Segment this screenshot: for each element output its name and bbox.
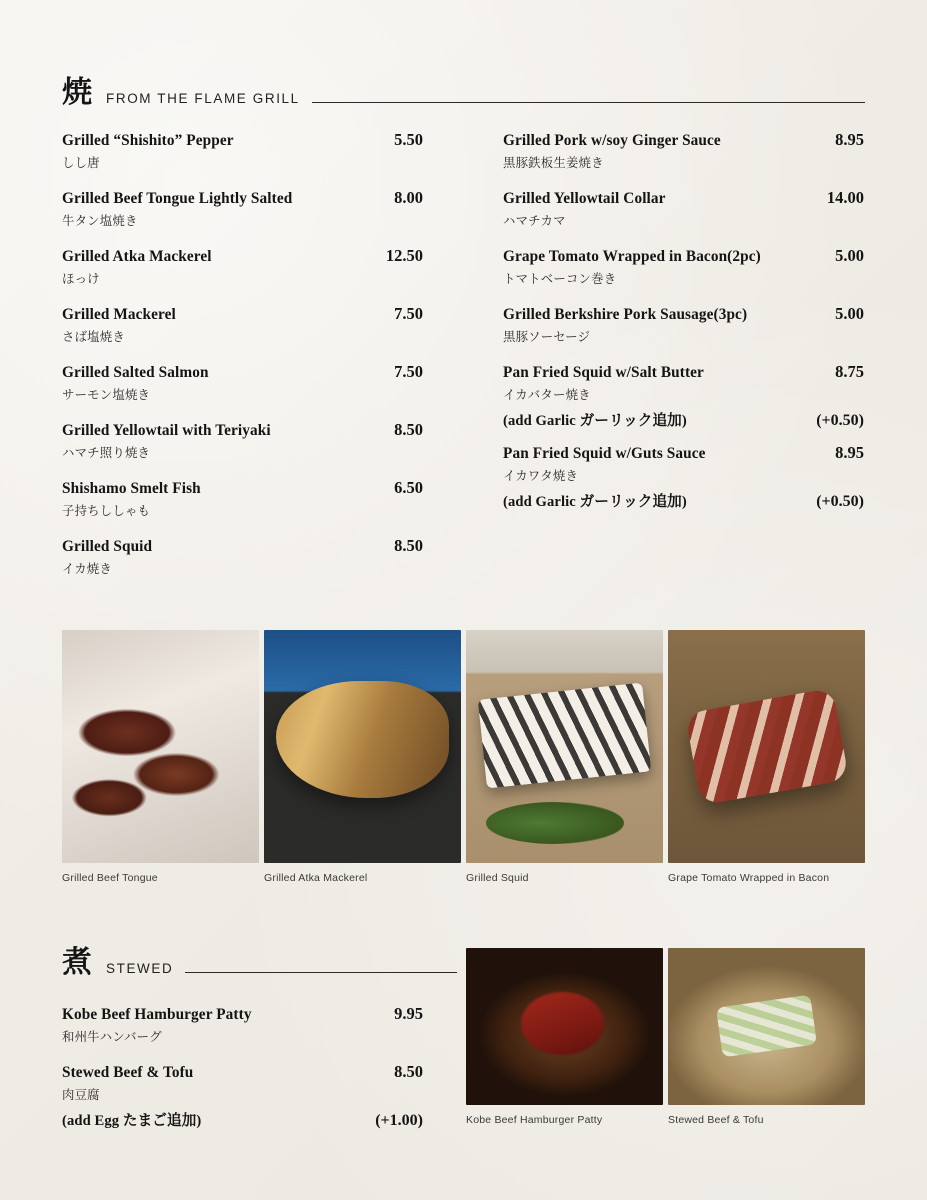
- menu-item: [62, 536, 423, 577]
- menu-item: [62, 188, 423, 229]
- menu-content: [62, 0, 865, 1200]
- menu-item-name-jp: サーモン塩焼き: [62, 387, 151, 402]
- menu-item-name: Grilled Mackerel: [62, 306, 176, 323]
- photo-cell: [264, 630, 461, 884]
- photo-caption: Grape Tomato Wrapped in Bacon: [668, 872, 830, 884]
- menu-item-price: 8.75: [835, 362, 864, 381]
- photo-cell: [466, 630, 663, 884]
- grill-kanji-icon: 焼: [62, 75, 92, 110]
- menu-item-price: 5.00: [835, 304, 864, 323]
- menu-item-price: 8.95: [835, 130, 864, 149]
- menu-item-name: Kobe Beef Hamburger Patty: [62, 1006, 252, 1023]
- menu-item-name: Pan Fried Squid w/Salt Butter: [503, 364, 704, 381]
- grill-right-column: [503, 130, 864, 594]
- photo-cell: [62, 630, 259, 884]
- menu-item-name-jp: イカバター焼き: [503, 387, 591, 402]
- food-photo-grilled-beef-tongue: [62, 630, 259, 863]
- menu-item-name-jp: 黒豚ソーセージ: [503, 329, 591, 344]
- stewed-section: [62, 945, 865, 1147]
- stewed-kanji-icon: 煮: [62, 945, 92, 980]
- food-photo-grilled-squid: [466, 630, 663, 863]
- menu-item-name-jp: イカワタ焼き: [503, 468, 579, 483]
- menu-item-name-jp: ハマチカマ: [503, 213, 566, 228]
- menu-item-price: 7.50: [394, 362, 423, 381]
- grill-photo-strip: [62, 630, 865, 884]
- menu-item-addon: [503, 490, 864, 511]
- menu-item-addon-price: (+1.00): [375, 1112, 423, 1129]
- menu-item-name: Grilled Beef Tongue Lightly Salted: [62, 190, 293, 207]
- menu-item-name-jp: ハマチ照り焼き: [62, 445, 151, 460]
- grill-left-column: [62, 130, 423, 594]
- menu-item-price: 8.50: [394, 420, 423, 439]
- menu-item: [62, 478, 423, 519]
- menu-item-price: 7.50: [394, 304, 423, 323]
- menu-item-addon-name: (add Garlic ガーリック追加): [503, 494, 687, 510]
- stewed-menu-list: [62, 1004, 423, 1130]
- food-photo-grape-tomato-wrapped-in-bacon: [668, 630, 865, 863]
- menu-item-name: Grilled Yellowtail with Teriyaki: [62, 422, 271, 439]
- photo-cell: [668, 948, 865, 1126]
- menu-item: [62, 130, 423, 171]
- section-divider: [312, 102, 865, 103]
- menu-item-name: Grilled Yellowtail Collar: [503, 190, 666, 207]
- menu-item-name-jp: 黒豚鉄板生姜焼き: [503, 155, 604, 170]
- photo-caption: Grilled Atka Mackerel: [264, 872, 368, 884]
- menu-item-name-jp: イカ焼き: [62, 561, 112, 576]
- photo-caption: Grilled Squid: [466, 872, 529, 884]
- menu-item-addon: [503, 409, 864, 430]
- menu-item-name-jp: 子持ちししゃも: [62, 503, 151, 518]
- food-photo-grilled-atka-mackerel: [264, 630, 461, 863]
- menu-item-name: Grape Tomato Wrapped in Bacon(2pc): [503, 248, 761, 265]
- menu-item-addon-name: (add Egg たまご追加): [62, 1113, 202, 1129]
- menu-item-price: 5.50: [394, 130, 423, 149]
- menu-item-name-jp: 牛タン塩焼き: [62, 213, 138, 228]
- menu-item: [62, 246, 423, 287]
- menu-item-price: 9.95: [394, 1004, 423, 1023]
- menu-item: [503, 443, 864, 511]
- menu-item-name: Grilled Atka Mackerel: [62, 248, 212, 265]
- grill-section-header: [62, 75, 865, 110]
- menu-item: [62, 1004, 423, 1045]
- menu-item-price: 8.00: [394, 188, 423, 207]
- menu-item: [503, 188, 864, 229]
- menu-item-name-jp: ほっけ: [62, 271, 100, 286]
- menu-item-name: Grilled Squid: [62, 538, 153, 555]
- menu-item-name: Grilled Pork w/soy Ginger Sauce: [503, 132, 721, 149]
- stewed-section-header: [62, 945, 461, 980]
- menu-item-name-jp: さば塩焼き: [62, 329, 125, 344]
- menu-item-addon-price: (+0.50): [816, 493, 864, 510]
- menu-item-price: 14.00: [826, 188, 864, 207]
- menu-item-addon-name: (add Garlic ガーリック追加): [503, 413, 687, 429]
- menu-item-name: Shishamo Smelt Fish: [62, 480, 201, 497]
- photo-caption: Stewed Beef & Tofu: [668, 1114, 764, 1126]
- menu-item-price: 8.95: [835, 443, 864, 462]
- menu-item-name: Grilled “Shishito” Pepper: [62, 132, 234, 149]
- menu-item-name: Pan Fried Squid w/Guts Sauce: [503, 445, 706, 462]
- menu-item-name-jp: 肉豆腐: [62, 1087, 100, 1102]
- stewed-photo-strip: [466, 948, 865, 1126]
- menu-item-name: Grilled Salted Salmon: [62, 364, 209, 381]
- menu-item: [62, 362, 423, 403]
- section-divider: [185, 972, 457, 973]
- menu-item-price: 5.00: [835, 246, 864, 265]
- menu-item: [62, 1062, 423, 1130]
- menu-item: [503, 304, 864, 345]
- grill-section-title: FROM THE FLAME GRILL: [106, 91, 300, 106]
- stewed-section-title: STEWED: [106, 961, 174, 976]
- menu-item: [503, 130, 864, 171]
- menu-item-price: 8.50: [394, 536, 423, 555]
- menu-item: [62, 420, 423, 461]
- menu-item-addon: [62, 1109, 423, 1130]
- photo-caption: Grilled Beef Tongue: [62, 872, 158, 884]
- menu-item-addon-price: (+0.50): [816, 412, 864, 429]
- food-photo-kobe-beef-hamburger-patty: [466, 948, 663, 1105]
- menu-item-name-jp: しし唐: [62, 155, 100, 170]
- grill-menu-columns: [62, 130, 865, 594]
- photo-caption: Kobe Beef Hamburger Patty: [466, 1114, 603, 1126]
- menu-item-price: 12.50: [385, 246, 423, 265]
- photo-cell: [466, 948, 663, 1126]
- photo-cell: [668, 630, 865, 884]
- menu-item-name-jp: トマトベーコン巻き: [503, 271, 617, 286]
- menu-item: [503, 246, 864, 287]
- menu-item-name: Stewed Beef & Tofu: [62, 1064, 194, 1081]
- grill-section: [62, 0, 865, 884]
- menu-item-price: 6.50: [394, 478, 423, 497]
- menu-item-name: Grilled Berkshire Pork Sausage(3pc): [503, 306, 748, 323]
- menu-item: [62, 304, 423, 345]
- food-photo-stewed-beef-and-tofu: [668, 948, 865, 1105]
- menu-item: [503, 362, 864, 430]
- menu-item-price: 8.50: [394, 1062, 423, 1081]
- menu-item-name-jp: 和州牛ハンバーグ: [62, 1029, 162, 1044]
- stewed-left-column: [62, 945, 461, 1147]
